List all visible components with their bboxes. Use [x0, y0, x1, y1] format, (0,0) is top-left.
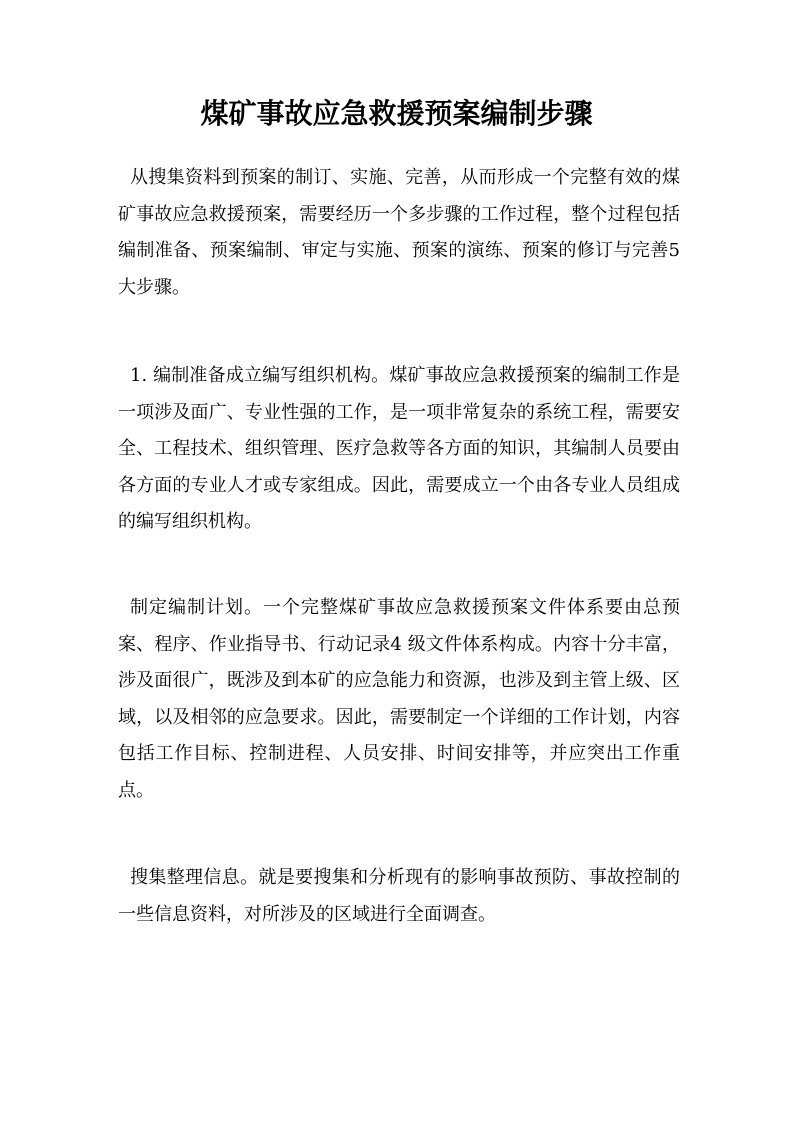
paragraph-intro: 从搜集资料到预案的制订、实施、完善，从而形成一个完整有效的煤矿事故应急救援预案，需要经历一个多步骤的工作过程，整个过程包括编制准备、预案编制、审定与实施、预案的演练、预案的修订与完善5 大步骤。: [118, 167, 680, 298]
paragraph-preparation: 1. 编制准备成立编写组织机构。煤矿事故应急救援预案的编制工作是一项涉及面广、专业性强的工作，是一项非常复杂的系统工程，需要安全、工程技术、组织管理、医疗急救等各方面的知识，其编制人员要由各方面的专业人才或专家组成。因此，需要成立一个由各专业人员组成的编写组织机构。: [118, 365, 680, 532]
paragraph-collect-info: 搜集整理信息。就是要搜集和分析现有的影响事故预防、事故控制的一些信息资料，对所涉及的区域进行全面调查。: [118, 867, 680, 925]
paragraph-plan: 制定编制计划。一个完整煤矿事故应急救援预案文件体系要由总预案、程序、作业指导书、行动记录4 级文件体系构成。内容十分丰富，涉及面很广，既涉及到本矿的应急能力和资源，也涉及到主管上级、区域，以及相邻的应急要求。因此，需要制定一个详细的工作计划，内容包括工作目标、控制进程、人员安排、时间安排等，并应突出工作重点。: [118, 597, 680, 801]
document-title: 煤矿事故应急救援预案编制步骤: [200, 97, 593, 130]
